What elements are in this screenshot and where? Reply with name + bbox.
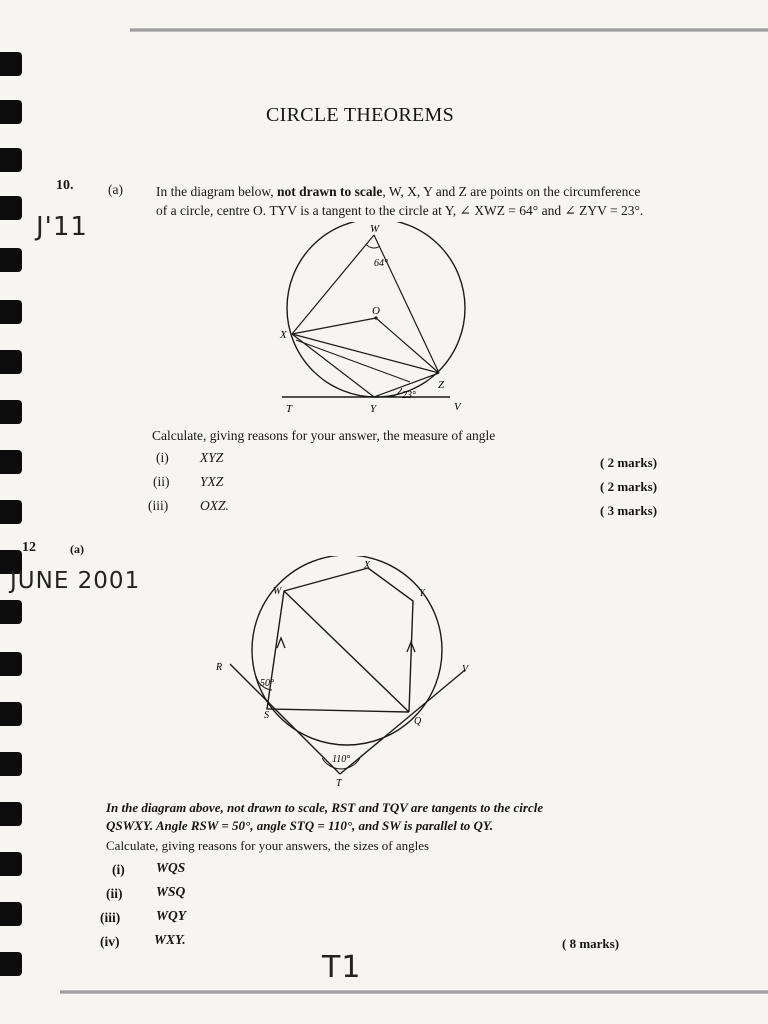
q10-item-2-num: (ii)	[153, 474, 170, 489]
page-title: CIRCLE THEOREMS	[266, 104, 455, 126]
q12-item-2-num: (ii)	[106, 886, 123, 901]
q12-number: 12	[22, 540, 36, 555]
label-angle-w: 64°	[374, 258, 388, 269]
q10-intro-line2: of a circle, centre O. TYV is a tangent to the circle at Y, ∠ XWZ = 64° and ∠ ZYV = 23°.	[156, 203, 644, 218]
label-w: W	[273, 586, 282, 597]
q10-handwritten-note: J'11	[36, 212, 88, 242]
label-r: R	[216, 662, 223, 673]
q10-item-1-num: (i)	[156, 450, 169, 465]
label-s: S	[264, 710, 269, 721]
label-angle-s: 50°	[260, 678, 274, 689]
q12-diagram	[200, 556, 490, 792]
q10-item-1-marks: ( 2 marks)	[600, 455, 658, 470]
q12-part: (a)	[70, 542, 84, 556]
q12-item-3-text: WQY	[156, 908, 186, 923]
q10-item-3-num: (iii)	[148, 498, 169, 513]
label-v: V	[462, 664, 469, 675]
q10-item-3-marks: ( 3 marks)	[600, 503, 658, 518]
label-v: V	[454, 401, 461, 413]
q12-item-2-text: WSQ	[156, 884, 186, 899]
q12-item-4-num: (iv)	[100, 934, 120, 949]
q10-prompt: Calculate, giving reasons for your answer, the measure of angle	[152, 428, 496, 443]
q10-intro-line1: In the diagram below, not drawn to scale, W, X, Y and Z are points on the circumference	[156, 184, 641, 199]
q10-number: 10.	[56, 178, 74, 193]
q12-item-1-num: (i)	[112, 862, 125, 877]
label-q: Q	[414, 716, 422, 727]
q12-item-4-text: WXY.	[154, 932, 186, 947]
q12-handwritten-note: JUNE 2001	[10, 568, 141, 594]
scan-top-edge	[130, 28, 768, 32]
q10-diagram	[270, 222, 490, 422]
label-z: Z	[438, 379, 445, 391]
q12-text-line2: QSWXY. Angle RSW = 50°, angle STQ = 110°, and SW is parallel to QY.	[106, 818, 494, 833]
q10-item-1-text: XYZ	[200, 450, 224, 465]
label-t: T	[336, 778, 342, 789]
q12-marks: ( 8 marks)	[562, 936, 620, 951]
q12-item-3-num: (iii)	[100, 910, 121, 925]
scan-bottom-edge	[60, 990, 768, 994]
label-o: O	[372, 305, 380, 317]
label-y: Y	[419, 588, 425, 599]
q10-item-2-marks: ( 2 marks)	[600, 479, 658, 494]
label-w: W	[370, 223, 380, 235]
q10-item-2-text: YXZ	[200, 474, 224, 489]
label-t: T	[286, 403, 293, 415]
footer-handwritten-note: T1	[322, 950, 362, 985]
q10-item-3-text: OXZ.	[200, 498, 229, 513]
q10-part: (a)	[108, 182, 123, 197]
q12-item-1-text: WQS	[156, 860, 186, 875]
label-angle-t: 110°	[332, 754, 351, 765]
q12-prompt: Calculate, giving reasons for your answers, the sizes of angles	[106, 838, 430, 853]
label-x: X	[280, 329, 287, 341]
q12-text-line1: In the diagram above, not drawn to scale, RST and TQV are tangents to the circle	[106, 800, 544, 815]
label-y: Y	[370, 403, 377, 415]
label-x: X	[364, 560, 371, 571]
label-angle-y: 23°	[402, 390, 416, 401]
